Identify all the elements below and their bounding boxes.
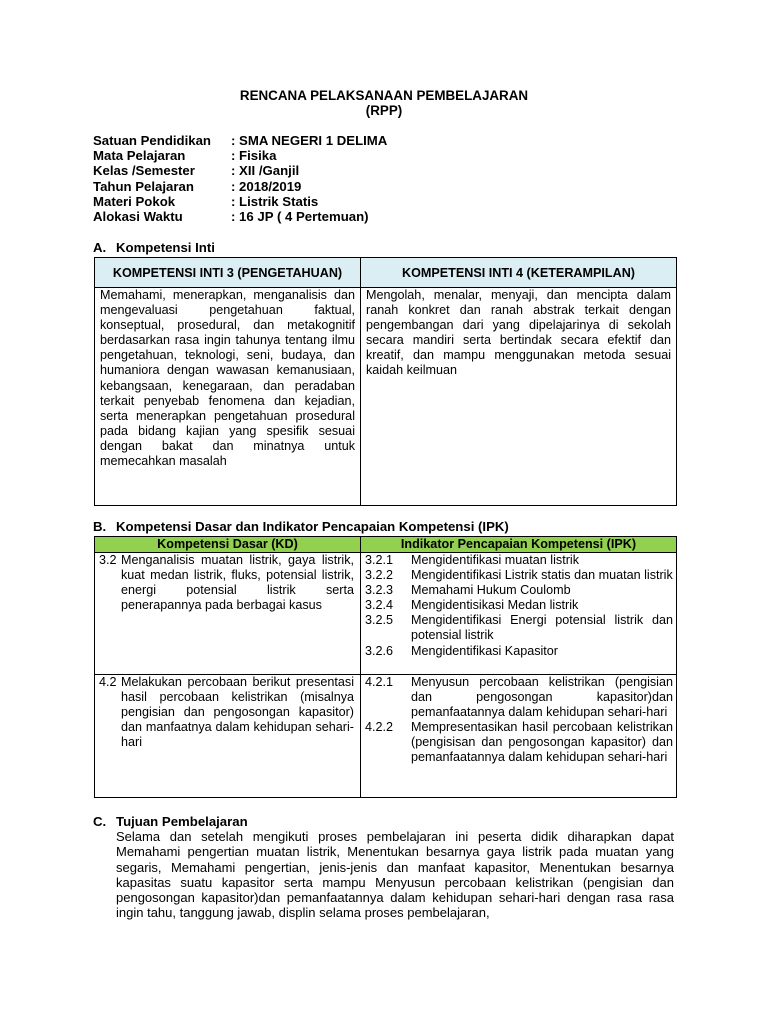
ipk-item: 3.2.1 Mengidentifikasi muatan listrik (365, 553, 579, 567)
ipk-item: 3.2.5 Mengidentifikasi Energi potensial listrik dan potensial listrik (365, 613, 673, 643)
ipk-item: 4.2.2 Mempresentasikan hasil percobaan kelistrikan (pengisisan dan pengosongan kapasitor) dan pemanfaatannya dalam kehidupan sehari-hari (365, 720, 673, 765)
document-title: RENCANA PELAKSANAAN PEMBELAJARAN (239, 88, 529, 103)
ipk-item: 4.2.1 Menyusun percobaan kelistrikan (pengisian dan pengosongan kapasitor)dan pemanfaatannya dalam kehidupan sehari-hari (365, 675, 673, 720)
ki3-header: KOMPETENSI INTI 3 (PENGETAHUAN) (95, 258, 361, 288)
ipk-item: 3.2.2 Mengidentifikasi Listrik statis dan muatan listrik (365, 568, 673, 583)
identity-row: Tahun Pelajaran : 2018/2019 (93, 178, 302, 194)
ipk-item: 3.2.3 Memahami Hukum Coulomb (365, 583, 571, 598)
ki3-text: Memahami, menerapkan, menganalisis dan mengevaluasi pengetahuan faktual, konseptual, prosedural, dan metakognitif berdasarkan rasa ingin tahunya tentang ilmu pengetahuan, teknologi, seni, budaya, dan humaniora dengan wawasan kemanusiaan, kebangsaan, kenegaraan, dan peradaban terkait penyebab fenomena dan kejadian, serta menerapkan pengetahuan prosedural pada bidang kajian yang spesifik sesuai dengan bakat dan minatnya untuk memecahkan masalah (95, 288, 361, 506)
ipk-header: Indikator Pencapaian Kompetensi (IPK) (361, 537, 677, 553)
section-c-heading: C. Tujuan Pembelajaran (93, 814, 248, 829)
table-row (95, 553, 677, 675)
section-c-body: Selama dan setelah mengikuti proses pembelajaran ini peserta didik diharapkan dapat Memahami pengertian muatan listrik, Menentukan besarnya gaya listrik pada muatan yang segaris, Memahami pengertian, jenis-jenis dan manfaat kapasitor, Menentukan besarnya kapasitas suatu kapasitor serta mampu Menyusun percobaan kelistrikan (pengisian dan pengosongan kapasitor)dan pemanfaatannya dalam kehidupan sehari-hari dengan rasa rasa ingin tahu, tanggung jawab, displin selama proses pembelajaran, (116, 829, 674, 921)
table-row (95, 675, 677, 798)
identity-row: Kelas /Semester : XII /Ganjil (93, 163, 300, 179)
section-b-heading: B. Kompetensi Dasar dan Indikator Pencapaian Kompetensi (IPK) (93, 519, 509, 534)
section-a-heading: A. Kompetensi Inti (93, 240, 215, 255)
identity-row: Satuan Pendidikan : SMA NEGERI 1 DELIMA (93, 133, 388, 148)
ki4-text: Mengolah, menalar, menyaji, dan mencipta dalam ranah konkret dan ranah abstrak terkait dengan pengembangan dari yang dipelajarinya di sekolah secara mandiri serta bertindak secara efektif dan kreatif, dan mampu menggunakan metoda sesuai kaidah keilmuan (361, 288, 677, 506)
kd-item: 3.2 Menganalisis muatan listrik, gaya listrik, kuat medan listrik, fluks, potensial listrik, energi potensial listrik serta penerapannya pada berbagai kasus (99, 553, 354, 613)
identity-row: Alokasi Waktu : 16 JP ( 4 Pertemuan) (93, 208, 369, 224)
identity-block (93, 133, 387, 224)
document-subtitle: (RPP) (365, 103, 403, 118)
ipk-item: 3.2.6 Mengidentifikasi Kapasitor (365, 643, 559, 658)
kompetensi-inti-table (94, 257, 677, 506)
kd-item: 4.2 Melakukan percobaan berikut presentasi hasil percobaan kelistrikan (misalnya pengisian dan pengosongan kapasitor) dan manfaatnya dalam kehidupan sehari-hari (99, 675, 354, 750)
ipk-item: 3.2.4 Mengidentisikasi Medan listrik (365, 598, 579, 613)
kd-ipk-table (94, 536, 677, 798)
identity-row: Materi Pokok : Listrik Statis (93, 193, 319, 209)
identity-row: Mata Pelajaran : Fisika (93, 148, 277, 164)
kd-header: Kompetensi Dasar (KD) (95, 537, 361, 553)
ki4-header: KOMPETENSI INTI 4 (KETERAMPILAN) (361, 258, 677, 288)
